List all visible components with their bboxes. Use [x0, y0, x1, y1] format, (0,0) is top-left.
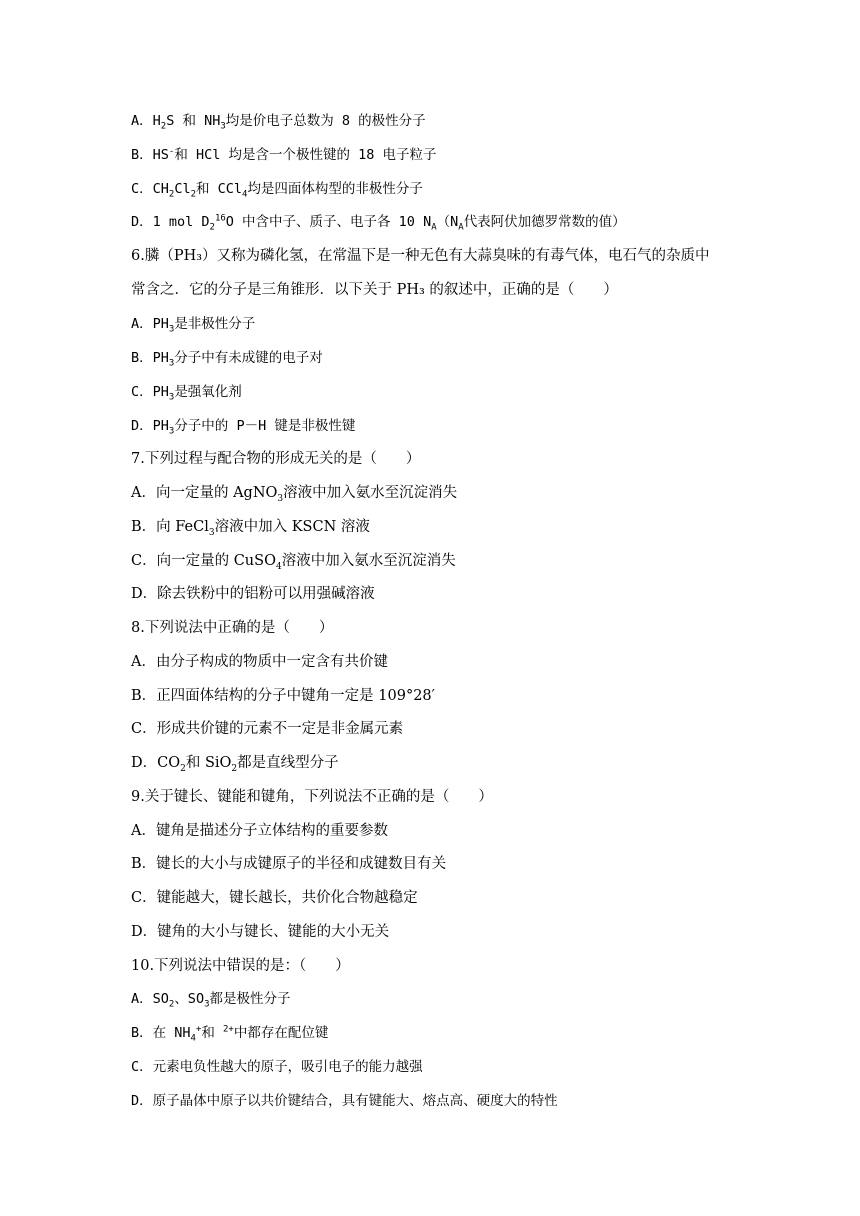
- q9-option-a: A．键角是描述分子立体结构的重要参数: [131, 823, 388, 839]
- q7-option-d: D．除去铁粉中的铝粉可以用强碱溶液: [131, 586, 375, 602]
- q7-option-a: A．向一定量的 AgNO$_3$溶液中加入氨水至沉淀消失: [131, 485, 458, 504]
- q9-option-c: C．键能越大，键长越长，共价化合物越稳定: [131, 890, 418, 906]
- q10-option-c: C．元素电负性越大的原子，吸引电子的能力越强: [131, 1059, 423, 1075]
- q7-option-c: C．向一定量的 CuSO$_4$溶液中加入氨水至沉淀消失: [131, 553, 456, 572]
- q6-option-c: C．$PH_3$是强氧化剂: [131, 384, 242, 403]
- q9-option-b: B．键长的大小与成键原子的半径和成键数目有关: [131, 856, 447, 872]
- q9-option-d: D．键角的大小与键长、键能的大小无关: [131, 924, 390, 940]
- q7-option-b: B．向 FeCl$_3$溶液中加入 KSCN 溶液: [131, 519, 370, 538]
- q5-option-b: B．HS-和 HCl 均是含一个极性键的 18 电子粒子: [131, 146, 437, 163]
- q7-stem: 7.下列过程与配合物的形成无关的是（ ）: [131, 451, 421, 467]
- q10-option-b: B．在 $NH_4^+$和 $^{2+}$中都存在配位键: [131, 1024, 329, 1044]
- q10-stem: 10.下列说法中错误的是：（ ）: [131, 958, 350, 974]
- q9-stem: 9.关于键长、键能和键角，下列说法不正确的是（ ）: [131, 789, 493, 805]
- q6-stem-line1: 6.膦（PH₃）又称为磷化氢，在常温下是一种无色有大蒜臭味的有毒气体，电石气的杂质中: [131, 248, 710, 264]
- q8-option-b: B．正四面体结构的分子中键角一定是 109°28′: [131, 688, 435, 704]
- q5-option-c: C．$CH_2Cl_2$和 CCl$_4$均是四面体构型的非极性分子: [131, 181, 423, 200]
- q10-option-a: A．$SO_2$、$SO_3$都是极性分子: [131, 991, 291, 1010]
- q6-stem-line2: 常含之．它的分子是三角锥形．以下关于 PH₃ 的叙述中，正确的是（ ）: [131, 282, 618, 298]
- q8-option-c: C．形成共价键的元素不一定是非金属元素: [131, 721, 404, 737]
- q6-option-d: D．$PH_3$分子中的 P－H 键是非极性键: [131, 418, 356, 437]
- q6-option-a: A．$PH_3$是非极性分子: [131, 316, 256, 335]
- q5-option-d: D．1 mol $D_2^{16}O$ 中含中子、质子、电子各 10 $N_A(N_A$代表阿伏加德罗常数的值）: [131, 213, 626, 233]
- q8-option-a: A．由分子构成的物质中一定含有共价键: [131, 654, 388, 670]
- q8-option-d: D．$CO_2$和 SiO$_2$都是直线型分子: [131, 755, 339, 774]
- q8-stem: 8.下列说法中正确的是（ ）: [131, 620, 334, 636]
- q6-option-b: B．$PH_3$分子中有未成键的电子对: [131, 350, 323, 369]
- q10-option-d: D．原子晶体中原子以共价键结合，具有键能大、熔点高、硬度大的特性: [131, 1093, 558, 1109]
- q5-option-a: A．$H_2S$ 和 $NH_3$均是价电子总数为 8 的极性分子: [131, 113, 426, 132]
